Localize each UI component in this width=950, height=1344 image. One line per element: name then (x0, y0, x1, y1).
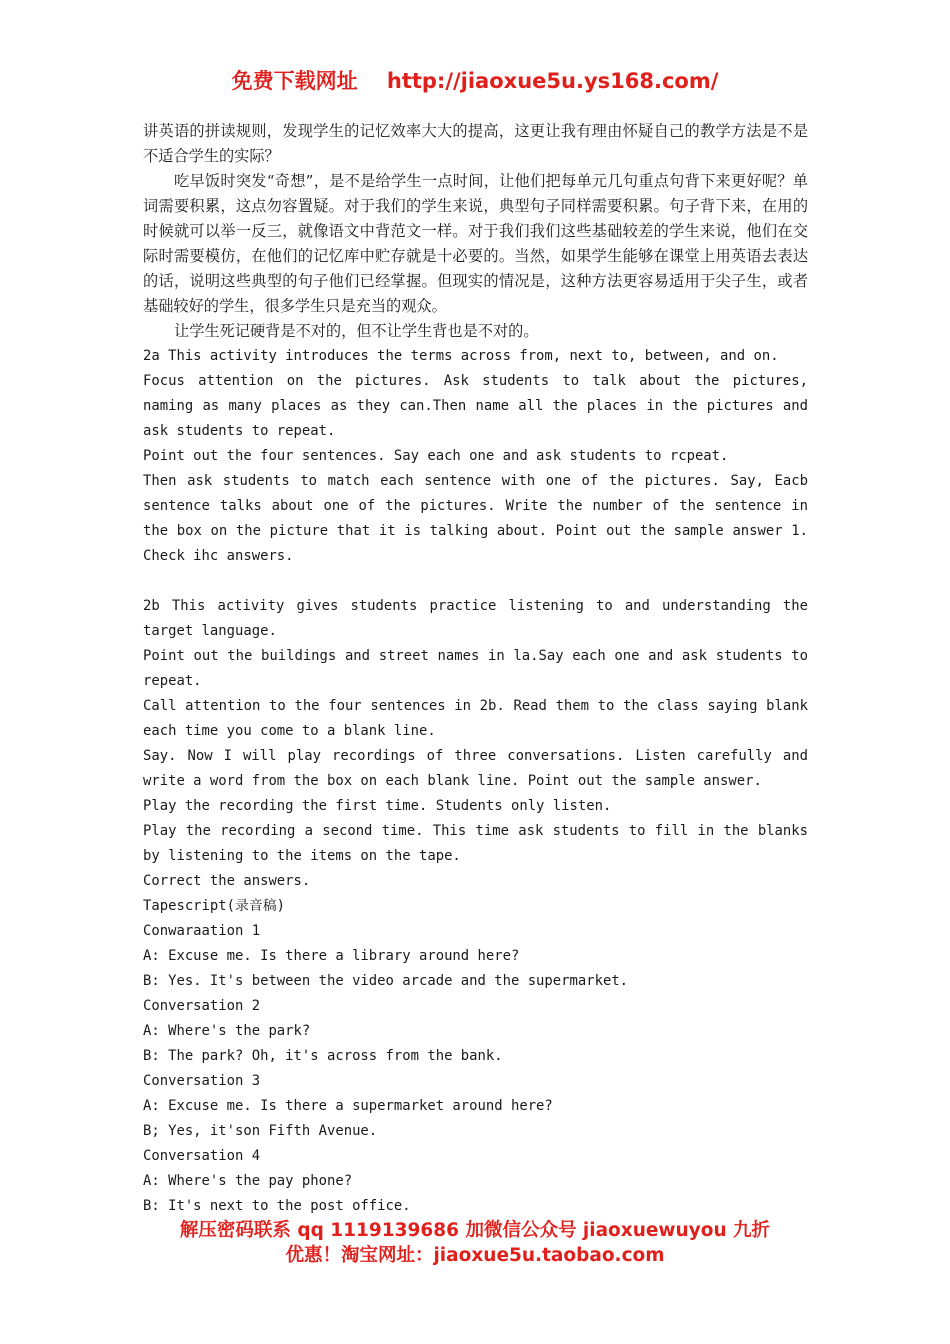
paragraph-play-recordings: Say. Now I will play recordings of three conversations. Listen carefully and write a word from the box on each blank line. Point out the sample answer. (143, 748, 808, 789)
conversation-4-line-a: A: Where's the pay phone? (143, 1173, 353, 1189)
conversation-2-line-b: B: The park? Oh, it's across from the bank. (143, 1048, 503, 1064)
conversation-3-line-a: A: Excuse me. Is there a supermarket around here? (143, 1098, 553, 1114)
document-body (143, 119, 808, 1219)
paragraph-first-time: Play the recording the first time. Students only listen. (143, 798, 612, 814)
paragraph-focus-attention: Focus attention on the pictures. Ask students to talk about the pictures, naming as many places as they can.Then name all the places in the pictures and ask students to repeat. (143, 373, 808, 439)
paragraph-second-time: Play the recording a second time. This time ask students to fill in the blanks by listening to the items on the tape. (143, 823, 808, 864)
conversation-4-line-b: B: It's next to the post office. (143, 1198, 411, 1214)
paragraph-point-out-sentences: Point out the four sentences. Say each one and ask students to rcpeat. (143, 448, 729, 464)
paragraph-cn-3: 让学生死记硬背是不对的，但不让学生背也是不对的。 (174, 322, 539, 340)
footer-line-shop: 优惠！淘宝网址：jiaoxue5u.taobao.com (285, 1245, 665, 1266)
paragraph-cn-1: 讲英语的拼读规则，发现学生的记忆效率大大的提高，这更让我有理由怀疑自己的教学方法是不是不适合学生的实际？ (143, 122, 808, 165)
footer-promo (0, 1218, 950, 1268)
paragraph-cn-2: 吃早饭时突发“奇想”，是不是给学生一点时间，让他们把每单元几句重点句背下来更好呢？单词需要积累，这点勿容置疑。对于我们的学生来说，典型句子同样需要积累。句子背下来，在用的时候就可以举一反三，就像语文中背范文一样。对于我们我们这些基础较差的学生来说，他们在交际时需要模仿，在他们的记忆库中贮存就是十必要的。当然，如果学生能够在课堂上用英语去表达的话，说明这些典型的句子他们已经掌握。但现实的情况是，这种方法更容易适用于尖子生，或者基础较好的学生，很多学生只是充当的观众。 (143, 172, 808, 315)
conversation-4-title: Conversation 4 (143, 1148, 261, 1164)
tapescript-heading: Tapescript(录音稿) (143, 898, 286, 914)
conversation-1-title: Conwaraation 1 (143, 923, 261, 939)
conversation-3-title: Conversation 3 (143, 1073, 261, 1089)
conversation-1-line-a: A: Excuse me. Is there a library around here? (143, 948, 520, 964)
conversation-3-line-b: B; Yes, it'son Fifth Avenue. (143, 1123, 378, 1139)
conversation-2-title: Conversation 2 (143, 998, 261, 1014)
section-2a-intro: 2a This activity introduces the terms across from, next to, between, and on. (143, 348, 779, 364)
conversation-1-line-b: B: Yes. It's between the video arcade and the supermarket. (143, 973, 629, 989)
section-2b-intro: 2b This activity gives students practice listening to and understanding the target language. (143, 598, 808, 639)
paragraph-buildings: Point out the buildings and street names in la.Say each one and ask students to repeat. (143, 648, 808, 689)
paragraph-match-sentences: Then ask students to match each sentence with one of the pictures. Say, Eacb sentence talks about one of the pictures. Write the number of the sentence in the box on the picture that it is talking about. Point out the sample answer 1. Check ihc answers. (143, 473, 808, 564)
paragraph-call-attention: Call attention to the four sentences in 2b. Read them to the class saying blank each time you come to a blank line. (143, 698, 808, 739)
conversation-2-line-a: A: Where's the park? (143, 1023, 311, 1039)
header-download-url: 免费下载网址 http://jiaoxue5u.ys168.com/ (231, 69, 719, 93)
paragraph-correct-answers: Correct the answers. (143, 873, 311, 889)
footer-line-contact: 解压密码联系 qq 1119139686 加微信公众号 jiaoxuewuyou 九折 (179, 1220, 771, 1241)
spacer (143, 569, 808, 594)
